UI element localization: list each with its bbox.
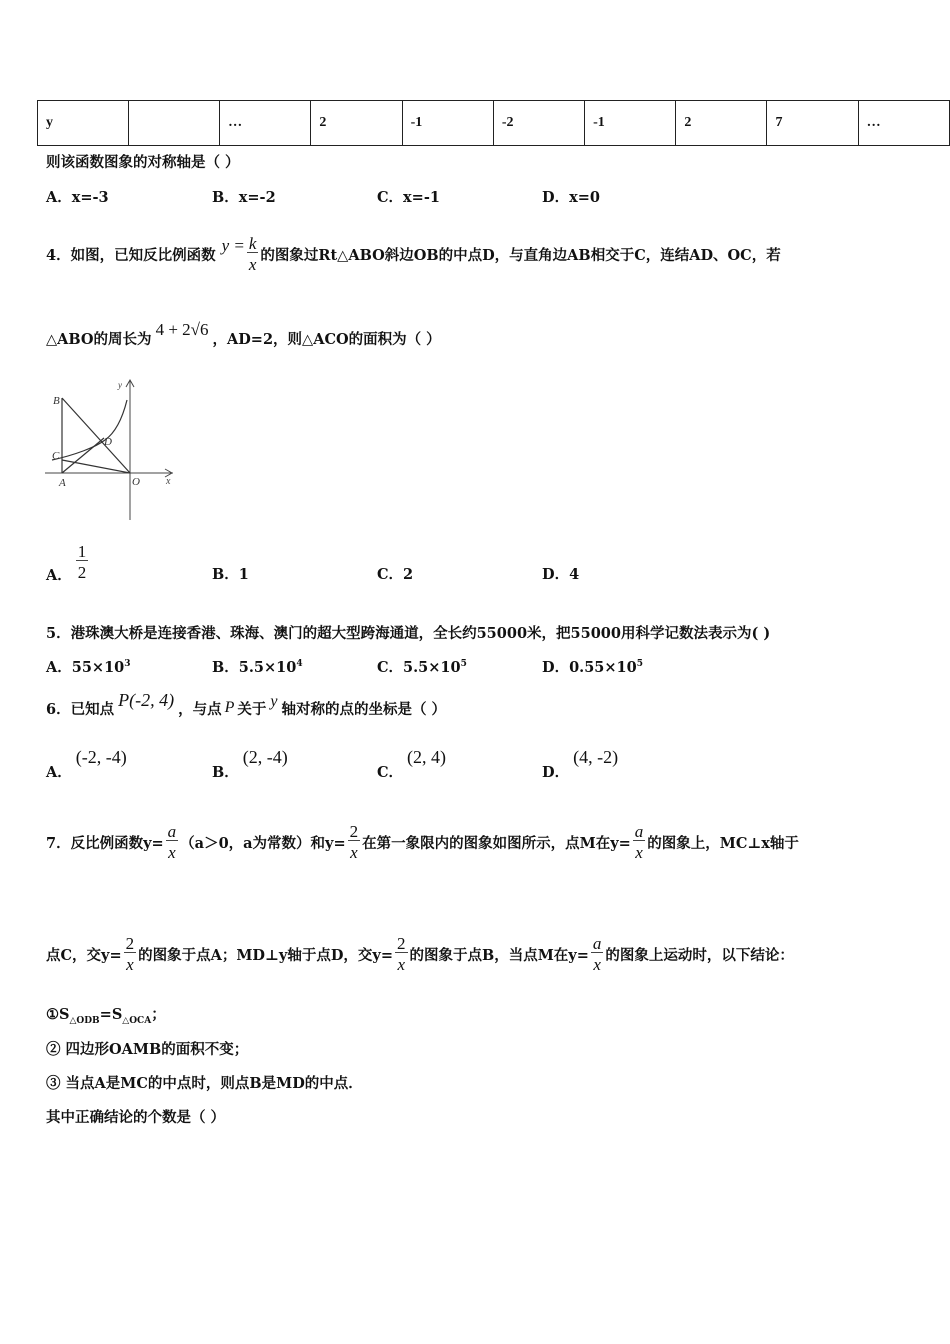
q6-point: P(-2, 4) <box>118 689 175 710</box>
q7-text-6: 的图象于点A；MD⊥y轴于点D，交y= <box>138 946 393 964</box>
q7-line2 <box>46 920 794 988</box>
q6-point-p: P <box>224 699 235 716</box>
q7-text-1: 7．反比例函数y= <box>46 834 164 852</box>
q4-func-y: y = <box>221 236 245 255</box>
q4-text-3: △ABO的周长为 <box>46 330 152 348</box>
q7-frac-num: 2 <box>349 822 359 841</box>
q4-option-a <box>46 538 88 586</box>
q6-option-b <box>212 745 288 781</box>
q5-option-b-exp: 4 <box>296 659 303 670</box>
table-cell: -1 <box>402 101 493 146</box>
q5-option-c-exp: 5 <box>460 659 467 670</box>
q3-option-c: C．x=-1 <box>377 189 440 206</box>
table-cell: -1 <box>585 101 676 146</box>
q4-option-a-fraction <box>76 543 89 581</box>
q7-c1-end: ； <box>151 1006 166 1023</box>
q4-option-a-den: 2 <box>76 560 89 581</box>
q5-option-a <box>46 656 131 677</box>
q4-perimeter: 4 + 2√6 <box>155 320 209 339</box>
q5-option-c <box>377 656 467 677</box>
q7-line1 <box>46 808 799 876</box>
fig-label-c: C <box>52 450 60 462</box>
q4-line2 <box>46 318 441 358</box>
fig-label-y: y <box>118 380 122 390</box>
q6-text-2: ，与点 <box>178 700 222 718</box>
q4-text-2: 的图象过Rt△ABO斜边OB的中点D，与直角边AB相交于C，连结AD、OC，若 <box>260 246 781 264</box>
q4-option-d: D．4 <box>542 566 580 583</box>
q7-c1-eq: =S <box>99 1006 123 1023</box>
table-cell: 2 <box>676 101 767 146</box>
q6-option-d <box>542 745 618 781</box>
q5-option-a-exp: 3 <box>124 659 131 670</box>
q6-text-3: 关于 <box>237 700 267 718</box>
q7-conclusion-3: ③ 当点A是MC的中点时，则点B是MD的中点． <box>46 1075 363 1092</box>
q7-frac-2-x <box>348 823 361 861</box>
q5-option-d-base: D．0.55×10 <box>542 659 637 676</box>
q6-text-4: 轴对称的点的坐标是（ ） <box>281 700 447 718</box>
table-cell: 7 <box>767 101 858 146</box>
q7-frac-num: a <box>592 934 602 953</box>
table-cell <box>129 101 220 146</box>
q6-axis-y: y <box>270 693 278 710</box>
q6-text-1: 6．已知点 <box>46 700 115 718</box>
q5-option-d-exp: 5 <box>636 659 643 670</box>
q7-text-5: 点C，交y= <box>46 946 122 964</box>
q6-option-d-label: D． <box>542 763 570 781</box>
q6-option-b-value: (2, -4) <box>242 746 288 767</box>
q7-text-8: 的图象上运动时，以下结论： <box>605 946 794 964</box>
table-cell: 2 <box>311 101 402 146</box>
q7-frac-num: a <box>167 822 177 841</box>
hyperbola-curve <box>52 400 127 460</box>
q6-option-c-value: (2, 4) <box>407 746 447 767</box>
q7-frac-2-x <box>124 935 137 973</box>
q6-option-d-value: (4, -2) <box>573 746 619 767</box>
q7-c1-main: ①S <box>46 1006 70 1023</box>
q4-option-a-label: A． <box>46 566 72 584</box>
q4-func-den: x <box>247 252 259 273</box>
table-cell: y <box>38 101 129 146</box>
q4-figure <box>40 375 180 525</box>
table-cell: … <box>858 101 949 146</box>
q7-c1-sub2: △OCA <box>122 1015 152 1026</box>
fig-label-a: A <box>59 477 66 489</box>
q5-option-b-base: B．5.5×10 <box>212 659 297 676</box>
q5-option-c-base: C．5.5×10 <box>377 659 461 676</box>
q7-text-3: 在第一象限内的图象如图所示，点M在y= <box>362 834 631 852</box>
q6-option-b-label: B． <box>212 763 239 781</box>
q4-func-num: k <box>248 234 257 253</box>
q5-stem: 5．港珠澳大桥是连接香港、珠海、澳门的超大型跨海通道，全长约55000米，把55000用科学记数法表示为( ) <box>46 625 771 642</box>
q7-frac-den: x <box>395 952 408 973</box>
q5-option-a-base: A．55×10 <box>46 659 125 676</box>
q6-option-a-value: (-2, -4) <box>75 746 127 767</box>
q7-question-end: 其中正确结论的个数是（ ） <box>46 1109 226 1126</box>
q7-text-2: （a＞0，a为常数）和y= <box>180 834 346 852</box>
q3-option-a: A．x=-3 <box>46 189 109 206</box>
q7-frac-a-x <box>166 823 179 861</box>
q4-option-c: C．2 <box>377 566 414 583</box>
q7-conclusion-1 <box>46 1003 166 1026</box>
q6-stem <box>46 690 446 726</box>
q7-frac-a-x <box>633 823 646 861</box>
table-cell: -2 <box>493 101 584 146</box>
q6-option-a <box>46 745 127 781</box>
q7-frac-den: x <box>166 840 179 861</box>
q7-frac-num: 2 <box>397 934 406 953</box>
q7-text-7: 的图象于点B，当点M在y= <box>409 946 589 964</box>
q7-text-4: 的图象上，MC⊥x轴于 <box>647 834 799 852</box>
q4-text-1: 4．如图，已知反比例函数 <box>46 246 216 264</box>
q7-frac-den: x <box>633 840 646 861</box>
q6-option-a-label: A． <box>46 763 72 781</box>
value-table <box>37 100 950 146</box>
q7-conclusion-2: ② 四边形OAMB的面积不变； <box>46 1041 249 1058</box>
table-cell: … <box>220 101 311 146</box>
q4-line1 <box>46 218 781 290</box>
q5-option-b <box>212 656 303 677</box>
fig-label-b: B <box>53 395 60 407</box>
q3-option-b: B．x=-2 <box>212 189 276 206</box>
q7-frac-den: x <box>591 952 604 973</box>
q4-text-4: ，AD=2，则△ACO的面积为（ ） <box>212 330 441 348</box>
fig-label-d: D <box>104 436 112 448</box>
q7-frac-num: 2 <box>125 934 135 953</box>
q6-option-c <box>377 745 446 781</box>
fig-label-o: O <box>132 476 140 488</box>
q4-option-a-num: 1 <box>77 542 87 561</box>
q3-option-d: D．x=0 <box>542 189 600 206</box>
fig-label-x: x <box>166 476 171 487</box>
q4-option-b: B．1 <box>212 566 249 583</box>
table-row <box>38 101 950 146</box>
q7-frac-den: x <box>124 952 137 973</box>
q6-option-c-label: C． <box>377 763 404 781</box>
q7-frac-num: a <box>634 822 644 841</box>
q5-option-d <box>542 656 643 677</box>
q3-stem: 则该函数图象的对称轴是（ ） <box>46 154 240 171</box>
q7-frac-2-x <box>395 935 408 973</box>
q7-frac-a-x <box>591 935 604 973</box>
q4-func-fraction <box>247 235 259 273</box>
q7-frac-den: x <box>348 840 361 861</box>
q7-c1-sub1: △ODB <box>69 1015 100 1026</box>
